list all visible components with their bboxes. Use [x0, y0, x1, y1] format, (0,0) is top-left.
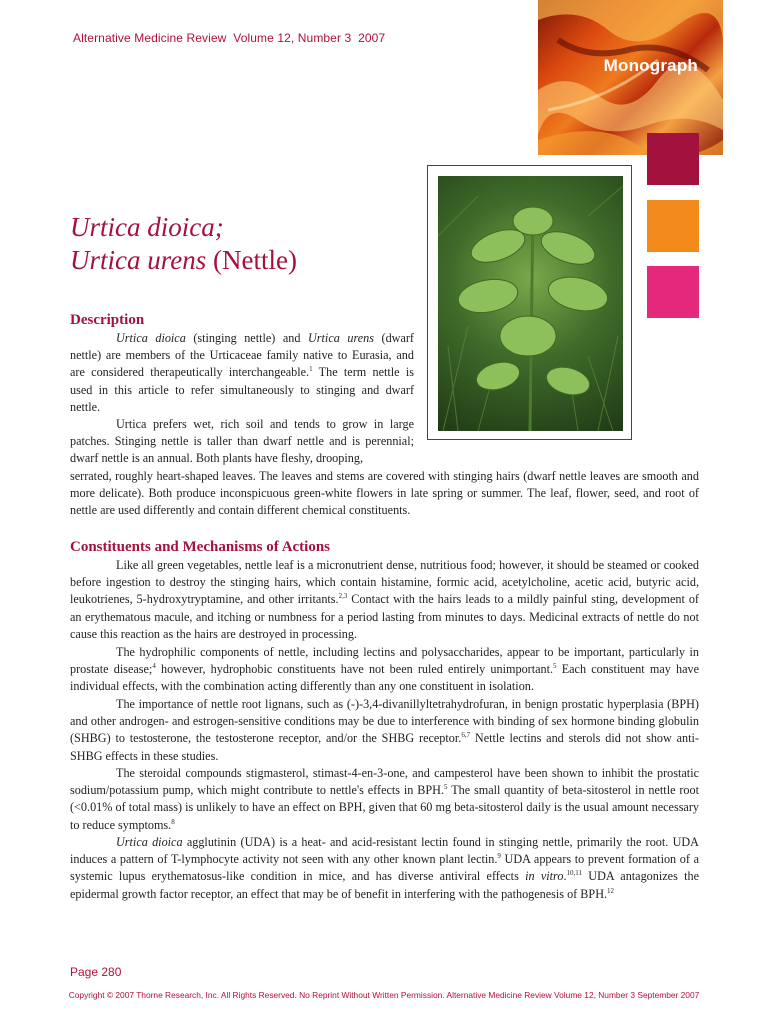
citation: 4	[152, 662, 156, 671]
title-species-1: Urtica dioica;	[70, 212, 224, 242]
monograph-banner	[538, 0, 723, 155]
text: Like all green vegetables, nettle leaf is a micronutrient dense, nutritious food; however, it should be steamed or cooked before ingestion to destroy the stinging hairs, which contain histamine, formic acid, acetylcholine, acetic acid, butyric acid, leukotrienes, 5-hydroxytryptamine, and other irritants.	[70, 558, 699, 607]
description-paragraph-2a: Urtica prefers wet, rich soil and tends to grow in large patches. Stinging nettle is taller than dwarf nettle and is perennial; dwarf nettle is an annual. Both plants have fleshy, drooping,	[70, 417, 414, 466]
text: .	[563, 869, 567, 884]
monograph-label: Monograph	[603, 56, 698, 75]
text: agglutinin (UDA) is a heat- and acid-resistant lectin found in stinging nettle, primarily the root. UDA induces a pattern of T-lymphocyte activity not seen with any other known plant lectin.	[70, 835, 699, 867]
constituents-paragraph-2	[70, 644, 699, 696]
decorative-square-crimson	[647, 133, 699, 185]
copyright-footer: Copyright © 2007 Thorne Research, Inc. All Rights Reserved. No Reprint Without Written Permission. Alternative Medicine Review Volume 12, Number 3 September 2007	[68, 990, 700, 1000]
text: however, hydrophobic constituents have not been ruled entirely unimportant.	[155, 662, 554, 677]
description-heading: Description	[70, 312, 145, 328]
text: Nettle lectins and sterols did not show anti-SHBG effects in these studies.	[70, 731, 699, 763]
description-paragraph-1	[70, 330, 414, 416]
text: UDA antagonizes the epidermal growth factor receptor, an effect that may be of benefit in interfering with the pathogenesis of BPH.	[70, 869, 699, 901]
text: Each constituent may have individual effects, with the combination acting differently than any one constituent in isolation.	[70, 662, 699, 694]
species-name: Urtica dioica	[116, 835, 183, 849]
nettle-plant-photo	[438, 176, 623, 431]
text: The small quantity of beta-sitosterol in nettle root (<0.01% of total mass) is unlikely to have an effect on BPH, given that 60 mg beta-sitosterol daily is the usual amount necessary to reduce symptoms.	[70, 783, 699, 832]
citation: 9	[497, 852, 501, 861]
decorative-square-orange	[647, 200, 699, 252]
species-name: Urtica dioica	[116, 331, 186, 345]
citation: 12	[607, 886, 615, 895]
title-common-name: (Nettle)	[206, 245, 297, 275]
species-name: Urtica urens	[308, 331, 374, 345]
constituents-paragraph-4	[70, 765, 699, 834]
banner-texture	[538, 0, 723, 155]
title-species-2: Urtica urens	[70, 245, 207, 275]
constituents-paragraph-5	[70, 834, 699, 903]
text: The term nettle is used in this article to refer simultaneously to stinging and dwarf nettle.	[70, 365, 414, 414]
text: (stinging nettle) and	[185, 331, 308, 345]
citation: 5	[444, 783, 448, 792]
citation: 8	[171, 817, 175, 826]
latin-phrase: in vitro	[525, 869, 564, 884]
decorative-square-magenta	[647, 266, 699, 318]
constituents-heading: Constituents and Mechanisms of Actions	[70, 539, 331, 555]
journal-header: Alternative Medicine Review Volume 12, Number 3 2007	[73, 31, 386, 45]
text: (dwarf nettle) are members of the Urticaceae family native to Eurasia, and are considered therapeutically interchangeable.	[70, 331, 414, 380]
citation: 5	[553, 662, 557, 671]
text: Contact with the hairs leads to a mildly painful sting, development of an erythematous macule, and itching or numbness for a period lasting from minutes to days. Medicinal extracts of nettle do not cause this reaction as the hairs are destroyed in processing.	[70, 592, 699, 641]
constituents-paragraph-1	[70, 557, 699, 643]
text: The steroidal compounds stigmasterol, stimast-4-en-3-one, and campesterol have been shown to inhibit the prostatic sodium/potassium pump, which might contribute to nettle's effects in BPH.	[70, 766, 699, 798]
citation: 1	[309, 365, 313, 374]
page-number: Page 280	[70, 965, 122, 979]
text: The importance of nettle root lignans, such as (-)-3,4-divanillyltetrahydrofuran, in benign prostatic hyperplasia (BPH) and other androgen- and estrogen-sensitive conditions may be due to interference with binding of sex hormone binding globulin (SHBG) to testosterone, the testosterone receptor, and/or the SHBG receptor.	[70, 697, 699, 746]
citation: 10,11	[566, 869, 582, 878]
citation: 6,7	[461, 731, 471, 740]
article-title	[70, 211, 297, 277]
constituents-paragraph-3	[70, 696, 699, 765]
description-paragraph-2b: serrated, roughly heart-shaped leaves. The leaves and stems are covered with stinging hairs (dwarf nettle leaves are smooth and more delicate). Both produce inconspicuous green-white flowers in late spring or summer. The leaf, flower, seed, and root of nettle are used differently and contain different chemical constituents.	[70, 469, 699, 518]
text: The hydrophilic components of nettle, including lectins and polysaccharides, appear to be important, particularly in prostate disease;	[70, 645, 699, 677]
text: UDA appears to prevent formation of a systemic lupus erythematosus-like condition in mice, and has diverse antiviral effects	[70, 852, 699, 884]
nettle-photo-frame	[427, 165, 632, 440]
citation: 2,3	[338, 592, 348, 601]
